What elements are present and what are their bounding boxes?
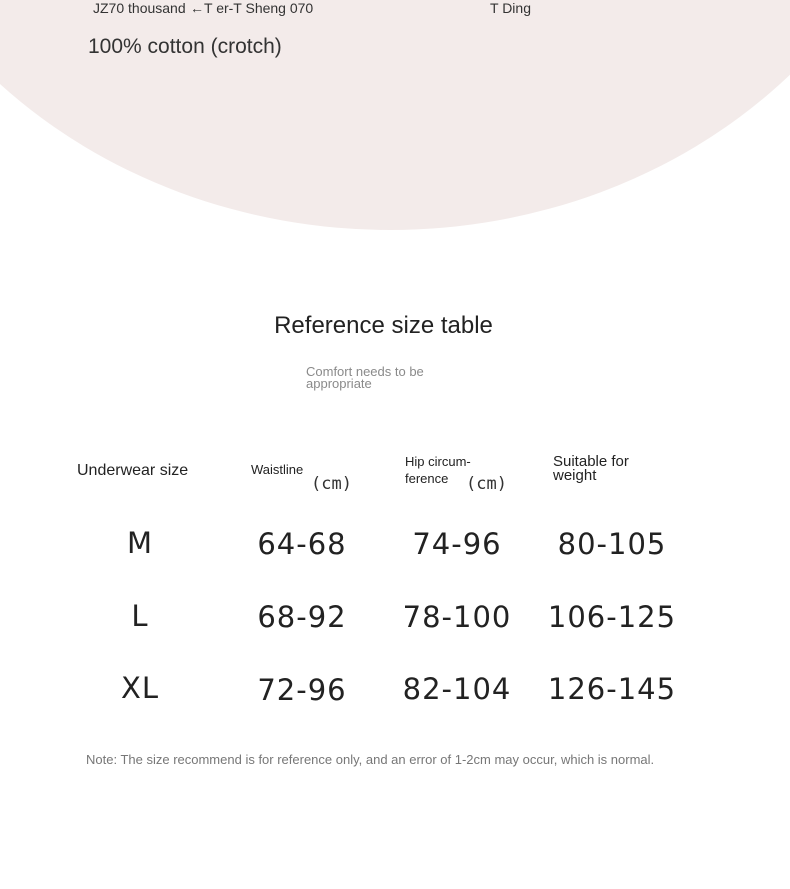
size-table-subtitle: Comfort needs to be appropriate bbox=[306, 364, 424, 391]
top-label-jz70: JZ70 thousand bbox=[93, 0, 186, 16]
header-hip-line1: Hip circum- bbox=[405, 454, 471, 469]
header-waistline-unit: (cm) bbox=[311, 474, 352, 494]
top-label-ding: T Ding bbox=[490, 0, 531, 16]
row-xl-hip: 82-104 bbox=[402, 672, 512, 706]
top-label-sheng: ←T er-T Sheng 070 bbox=[190, 0, 314, 16]
row-xl-weight: 126-145 bbox=[547, 672, 677, 706]
row-l-hip: 78-100 bbox=[402, 600, 512, 634]
row-l-size: L bbox=[131, 599, 149, 633]
header-underwear-size: Underwear size bbox=[77, 462, 189, 479]
header-weight-line1: Suitable for bbox=[553, 453, 629, 470]
row-m-waist: 64-68 bbox=[257, 527, 347, 561]
row-m-size: M bbox=[126, 526, 154, 560]
row-m-hip: 74-96 bbox=[412, 527, 502, 561]
header-waistline: Waistline bbox=[251, 462, 304, 477]
size-table-title: Reference size table bbox=[274, 312, 493, 339]
header-hip-unit: (cm) bbox=[466, 474, 507, 494]
row-xl-size: XL bbox=[120, 671, 160, 705]
row-m-weight: 80-105 bbox=[557, 527, 667, 561]
size-note: Note: The size recommend is for reference only, and an error of 1-2cm may occur, which is normal. bbox=[86, 752, 655, 767]
row-xl-waist: 72-96 bbox=[257, 673, 347, 707]
header-hip-line2: ference bbox=[405, 471, 449, 486]
row-l-waist: 68-92 bbox=[257, 600, 347, 634]
header-weight-line2: weight bbox=[553, 467, 597, 484]
material-text: 100% cotton (crotch) bbox=[88, 35, 282, 58]
row-l-weight: 106-125 bbox=[547, 600, 677, 634]
